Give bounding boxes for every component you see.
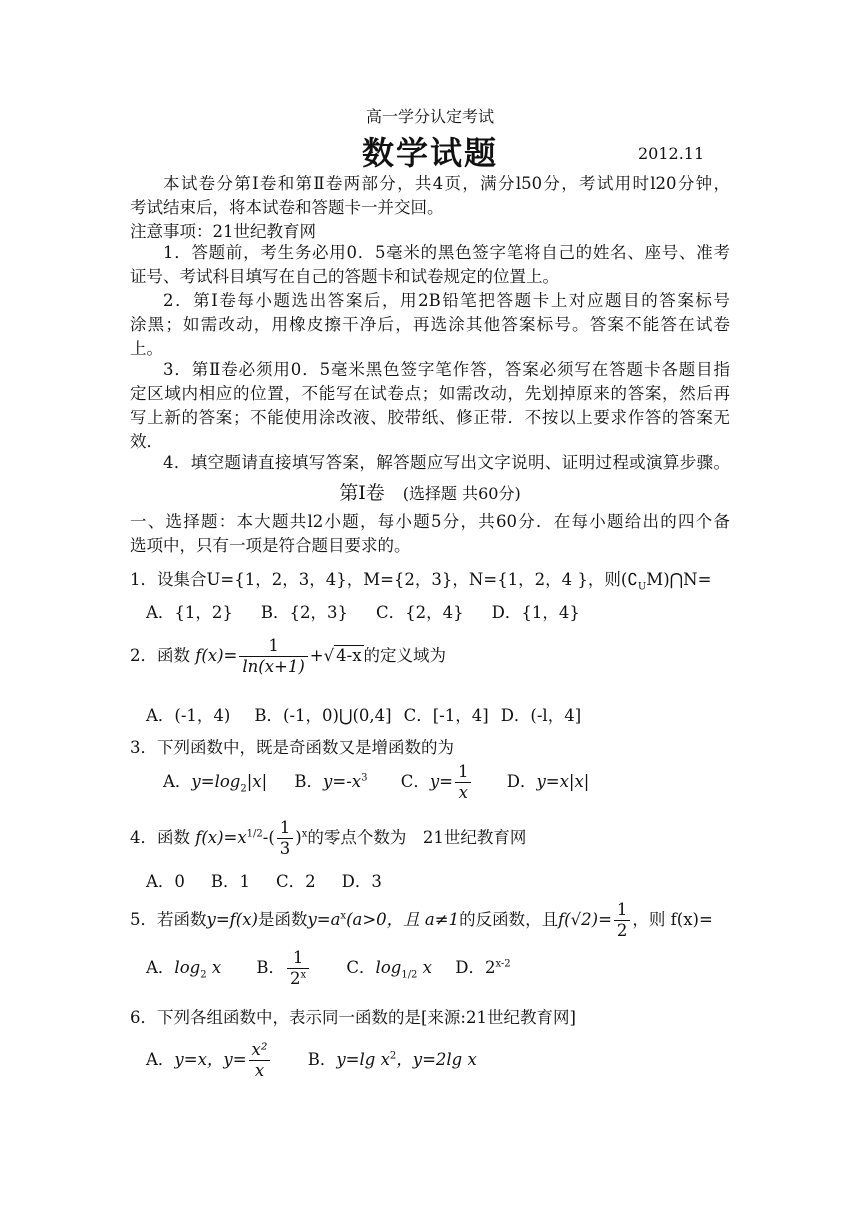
question-4-options [146, 870, 382, 894]
notice-1a: 1．答题前，考生务必用0．5毫米的黑色签字笔将自己的姓名、座号、准考 [163, 243, 730, 262]
notice-2a: 2．第Ⅰ卷每小题选出答案后，用2B铅笔把答题卡上对应题目的答案标号 [163, 291, 730, 310]
q4-option-b[interactable]: B．1 [210, 872, 251, 891]
q2-option-c[interactable]: C．[-1，4] [403, 706, 489, 725]
q5-option-b[interactable]: B． $\frac{1}{2^x}$ [256, 958, 311, 977]
question-6-stem: 6．下列各组函数中，表示同一函数的是[来源:21世纪教育网] [130, 1008, 576, 1027]
question-3-options [163, 760, 589, 804]
q1-option-b[interactable]: B．{2，3} [260, 603, 349, 622]
q2-option-d[interactable]: D．(-l，4] [500, 706, 582, 725]
q4-option-d[interactable]: D．3 [341, 872, 382, 891]
q2-option-a[interactable]: A．(-1，4) [146, 706, 231, 725]
q3-option-c[interactable]: C．y= $\frac{1}{x}$ [401, 772, 474, 791]
q3-option-a[interactable]: A．$y=\log_2|x|$ [163, 772, 268, 795]
notice-2c: 上。 [130, 339, 163, 358]
question-5-options [146, 946, 511, 990]
exam-date: 2012.11 [638, 144, 705, 163]
question-6-options [146, 1038, 477, 1082]
notice-3c: 写上新的答案；不能使用涂改液、胶带纸、修正带．不按以上要求作答的答案无 [130, 408, 730, 427]
notice-3d: 效． [130, 432, 163, 451]
section-1-heading [0, 478, 860, 505]
q6-option-b[interactable]: B．y=lg $x^2$，y=2lg x [307, 1050, 477, 1069]
intro-line-2: 考试结束后，将本试卷和答题卡一并交回。 [130, 198, 444, 217]
q5-option-a[interactable]: A．$\log_2 x$ [146, 958, 222, 981]
q6-option-a[interactable]: A．y=x，y= $\frac{\text{x²}}{x}$ [146, 1050, 272, 1069]
notice-3a: 3．第Ⅱ卷必须用0．5毫米黑色签字笔作答，答案必须写在答题卡各题目指 [163, 360, 730, 379]
question-2-options [146, 704, 581, 728]
section-1-desc-a: 一、选择题：本大题共l2小题，每小题5分，共60分．在每小题给出的四个备 [130, 512, 730, 531]
notice-1b: 证号、考试科目填写在自己的答题卡和试卷规定的位置上。 [130, 267, 559, 286]
section-1-desc-b: 选项中，只有一项是符合题目要求的。 [130, 536, 411, 555]
notice-3b: 定区域内相应的位置，不能写在试卷点；如需改动，先划掉原来的答案，然后再 [130, 384, 730, 403]
question-1-options [146, 601, 580, 625]
q3-option-d[interactable]: D．y=x|x| [506, 772, 590, 791]
q2-fraction: $\frac{1}{\ln(x+1)}$ [239, 636, 307, 677]
section-1-title: 第Ⅰ卷 [339, 482, 385, 504]
section-1-note: (选择题 共60分) [402, 484, 521, 503]
exam-subtitle: 高一学分认定考试 [365, 107, 494, 126]
q3-option-b[interactable]: B．$y=-x^3$ [294, 772, 368, 791]
q1-option-a[interactable]: A．{1，2} [146, 603, 233, 622]
notice-2b: 涂黑；如需改动，用橡皮擦干净后，再选涂其他答案标号。答案不能答在试卷 [130, 315, 730, 334]
q5-option-d[interactable]: D．2$^{x-2}$ [455, 958, 511, 977]
q1-option-c[interactable]: C．{2，4} [376, 603, 464, 622]
question-4-stem: 4．函数 $f(x)=x^{1/2}-$( $\frac{1}{3}$ )$^x$的零点个数为 21世纪教育网 [130, 818, 527, 858]
question-5-stem: 5．若函数y=f(x)是函数$y=a^x(a>0$，且 a≠1的反函数，且f(√2)= $\frac{1}{2}$ ，则 f(x)= [130, 900, 713, 940]
q1-option-d[interactable]: D．{1，4} [491, 603, 580, 622]
q4-option-a[interactable]: A．0 [146, 872, 185, 891]
q4-option-c[interactable]: C．2 [276, 872, 316, 891]
q5-option-c[interactable]: C．$\log_{1/2} x$ [346, 958, 432, 981]
question-3-stem: 3．下列函数中，既是奇函数又是增函数的为 [130, 738, 454, 757]
exam-title: 数学试题 [361, 134, 498, 172]
question-1-stem: 1．设集合U={1，2，3，4}，M={2，3}，N={1，2，4 }，则$(∁_UM)⋂N=$ [130, 570, 712, 593]
notice-heading: 注意事项：21世纪教育网 [130, 222, 316, 241]
notice-4: 4．填空题请直接填写答案，解答题应写出文字说明、证明过程或演算步骤。 [163, 453, 730, 472]
q2-option-b[interactable]: B．(-1，0)⋃(0,4] [254, 706, 392, 725]
intro-line-1: 本试卷分第Ⅰ卷和第Ⅱ卷两部分，共4页，满分l50分，考试用时l20分钟， [163, 174, 730, 193]
question-2-stem: 2．函数 f(x)= $\frac{1}{\ln(x+1)}$ +√ 4-x 的定义域为 [130, 636, 447, 676]
